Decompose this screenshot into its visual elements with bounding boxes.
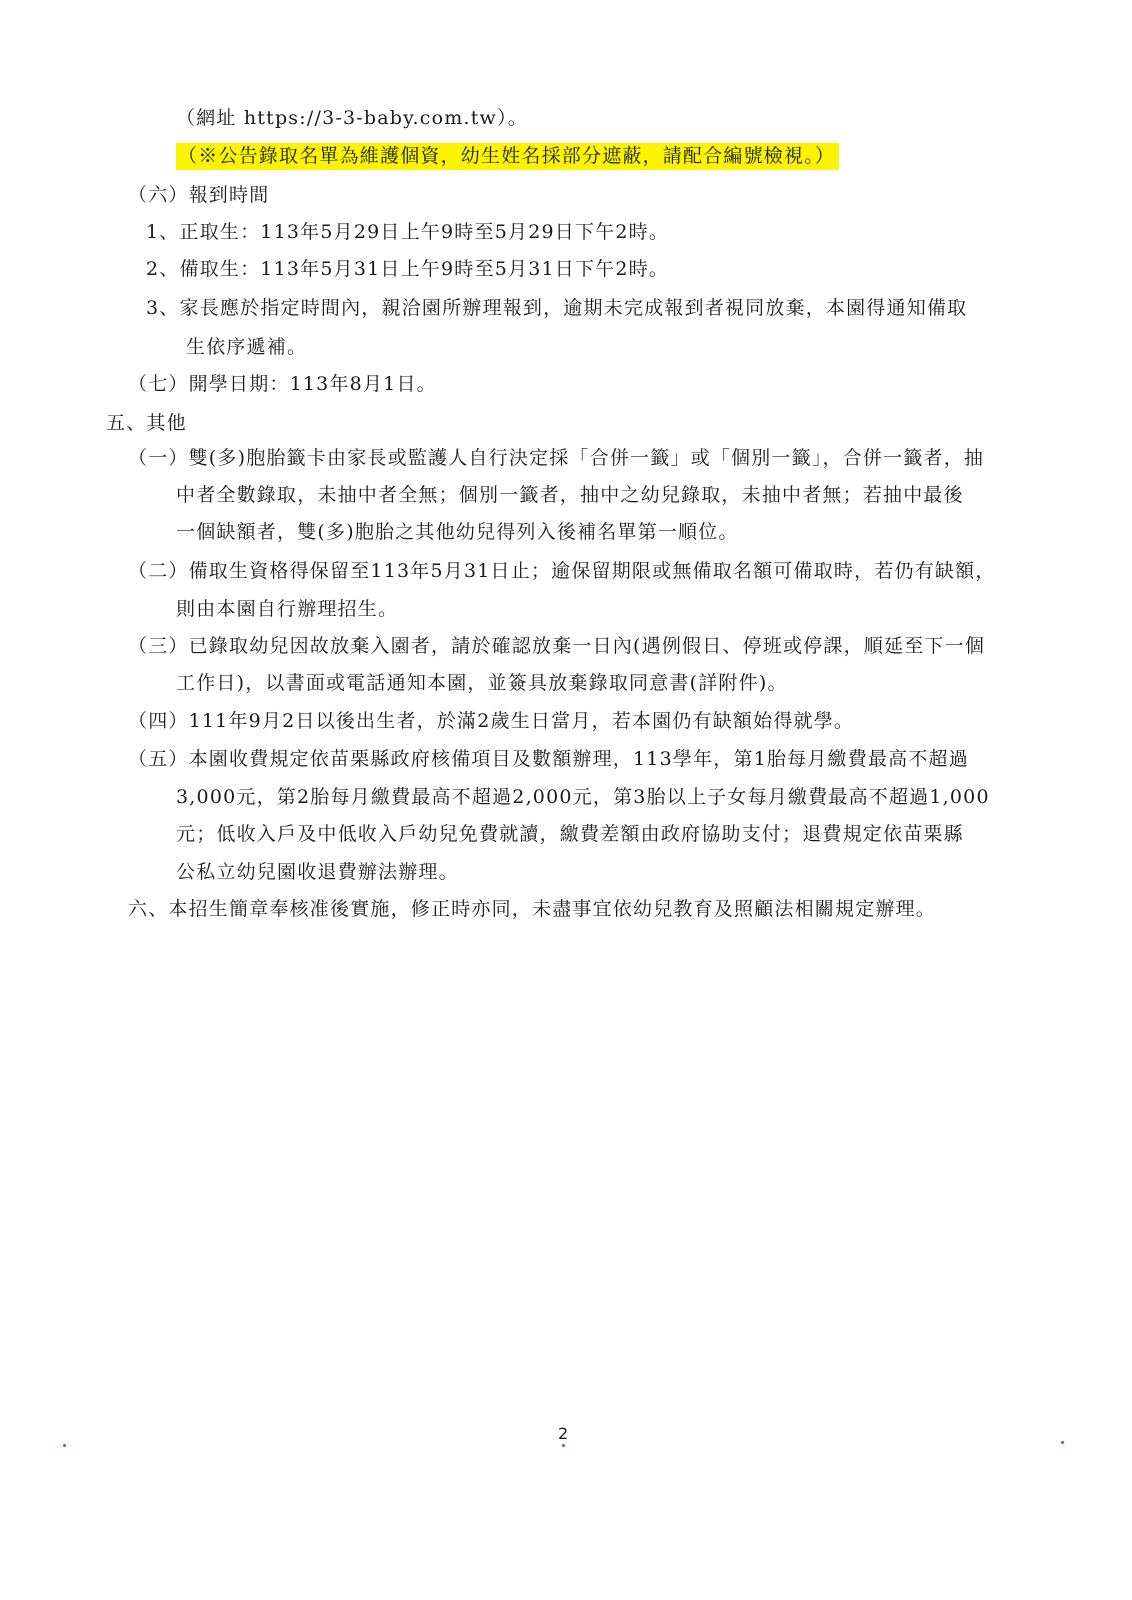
report-item-3: 3、家長應於指定時間內，親洽園所辦理報到，逾期未完成報到者視同放棄，本園得通知備取 xyxy=(146,297,968,319)
other-item-5-line-1: （五）本園收費規定依苗栗縣政府核備項目及數額辦理，113學年，第1胎每月繳費最高不超過 xyxy=(128,748,969,770)
other-item-4-line: （四）111年9月2日以後出生者，於滿2歲生日當月，若本園仍有缺額始得就學。 xyxy=(128,710,855,732)
section-five-heading: 五、其他 xyxy=(106,412,187,434)
other-item-1-line-2: 中者全數錄取，未抽中者全無；個別一籤者，抽中之幼兒錄取，未抽中者無；若抽中最後 xyxy=(176,484,964,506)
other-item-1-line-1: （一）雙(多)胞胎籤卡由家長或監護人自行決定採「合併一籤」或「個別一籤」，合併一籤者，抽 xyxy=(128,447,985,469)
other-item-2-line-1: （二）備取生資格得保留至113年5月31日止；逾保留期限或無備取名額可備取時，若仍有缺額， xyxy=(128,560,996,582)
other-item-1-line-3: 一個缺額者，雙(多)胞胎之其他幼兒得列入後補名單第一順位。 xyxy=(176,521,739,543)
privacy-notice-highlight: （※公告錄取名單為維護個資，幼生姓名採部分遮蔽，請配合編號檢視。） xyxy=(176,143,839,170)
other-item-3-line-1: （三）已錄取幼兒因故放棄入園者，請於確認放棄一日內(遇例假日、停班或停課，順延至下一個 xyxy=(128,635,986,657)
scan-speck xyxy=(1061,1441,1064,1444)
privacy-notice-line xyxy=(176,143,839,169)
section-six-heading: （六）報到時間 xyxy=(128,184,270,206)
scan-speck xyxy=(63,1444,66,1447)
report-item-1: 1、正取生：113年5月29日上午9時至5月29日下午2時。 xyxy=(146,221,670,243)
other-item-5-line-3: 元；低收入戶及中低收入戶幼兒免費就讀，繳費差額由政府協助支付；退費規定依苗栗縣 xyxy=(176,823,964,845)
report-item-2: 2、備取生：113年5月31日上午9時至5月31日下午2時。 xyxy=(146,258,670,280)
other-item-5-line-2: 3,000元，第2胎每月繳費最高不超過2,000元，第3胎以上子女每月繳費最高不超過1,000 xyxy=(176,786,990,808)
other-item-3-line-2: 工作日)，以書面或電話通知本園，並簽具放棄錄取同意書(詳附件)。 xyxy=(176,672,788,694)
scan-speck xyxy=(562,1444,565,1447)
url-line: （網址 https://3-3-baby.com.tw）。 xyxy=(176,107,528,129)
other-item-2-line-2: 則由本園自行辦理招生。 xyxy=(176,598,399,620)
section-seven-line: （七）開學日期：113年8月1日。 xyxy=(128,373,437,395)
section-six-final-line: 六、本招生簡章奉核准後實施，修正時亦同，未盡事宜依幼兒教育及照顧法相關規定辦理。 xyxy=(128,898,937,920)
page-number: 2 xyxy=(558,1424,569,1443)
report-item-3-cont: 生依序遞補。 xyxy=(186,336,308,358)
other-item-5-line-4: 公私立幼兒園收退費辦法辦理。 xyxy=(176,861,459,883)
